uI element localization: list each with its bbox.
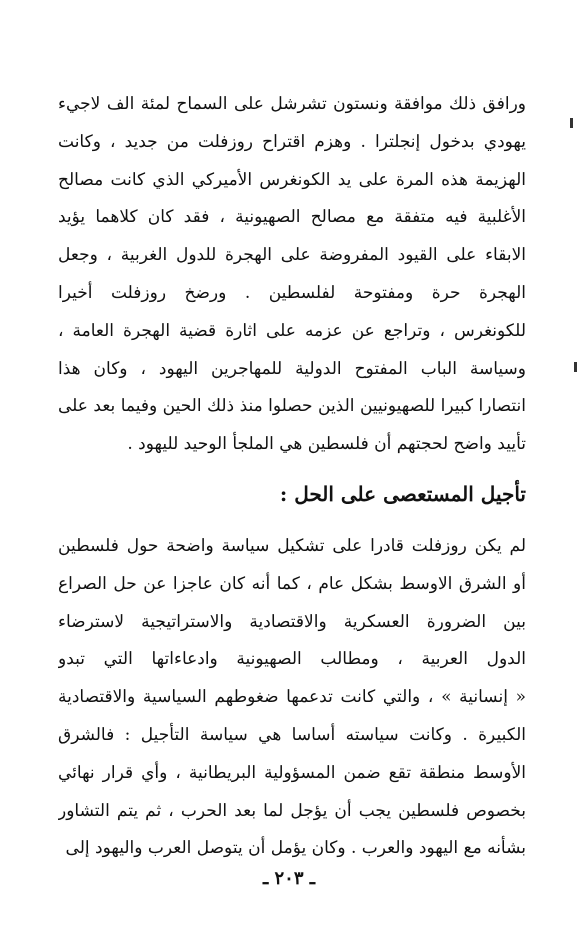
text-line: بين الضرورة العسكرية والاقتصادية والاستراتيجية لاسترضاء — [58, 611, 526, 632]
margin-mark — [574, 362, 577, 372]
text-line: وسياسة الباب المفتوح الدولية للمهاجرين اليهود ، وكان هذا — [58, 358, 526, 379]
paragraph-1 — [58, 86, 526, 464]
text-line: أو الشرق الاوسط بشكل عام ، كما أنه كان عاجزا عن حل الصراع — [58, 573, 526, 594]
page-number: ـ ٢٠٣ ـ — [262, 868, 316, 889]
text-line: الكبيرة . وكانت سياسته أساسا هي سياسة التأجيل : فالشرق — [58, 724, 526, 745]
text-line: الدول العربية ، ومطالب الصهيونية وادعاءاتها التي تبدو — [58, 649, 526, 670]
section-heading: تأجيل المستعصى على الحل : — [279, 482, 526, 506]
text-line: « إنسانية » ، والتي كانت تدعمها ضغوطهم السياسية والاقتصادية — [58, 687, 526, 708]
text-line: ورافق ذلك موافقة ونستون تشرشل على السماح لمئة الف لاجيء — [58, 94, 526, 114]
text-line: يهودي بدخول إنجلترا . وهزم اقتراح روزفلت من جديد ، وكانت — [58, 131, 526, 152]
text-line: الابقاء على القيود المفروضة على الهجرة للدول الغربية ، وجعل — [58, 245, 526, 266]
paragraph-2 — [58, 528, 526, 868]
text-line: لم يكن روزفلت قادرا على تشكيل سياسة واضحة حول فلسطين — [58, 536, 526, 556]
text-line: للكونغرس ، وتراجع عن عزمه على اثارة قضية الهجرة العامة ، — [58, 320, 526, 341]
text-line: بخصوص فلسطين يجب أن يؤجل لما بعد الحرب ، ثم يتم التشاور — [58, 800, 526, 821]
text-line: الأغلبية فيه متفقة مع مصالح الصهيونية ، فقد كان كلاهما يؤيد — [58, 207, 526, 228]
text-line: انتصارا كبيرا للصهيونيين الذين حصلوا منذ ذلك الحين وفيما بعد على — [58, 396, 526, 417]
text-line: الهزيمة هذه المرة على يد الكونغرس الأميركي الذي كانت مصالح — [58, 169, 526, 190]
margin-mark — [570, 118, 573, 128]
text-line: تأييد واضح لحجتهم أن فلسطين هي الملجأ الوحيد لليهود . — [127, 434, 526, 455]
text-line: الهجرة حرة ومفتوحة لفلسطين . ورضخ روزفلت أخيرا — [58, 282, 526, 303]
text-line: بشأنه مع اليهود والعرب . وكان يؤمل أن يتوصل العرب واليهود إلى — [65, 838, 526, 859]
text-line: الأوسط منطقة تقع ضمن المسؤولية البريطانية ، وأي قرار نهائي — [58, 762, 526, 783]
